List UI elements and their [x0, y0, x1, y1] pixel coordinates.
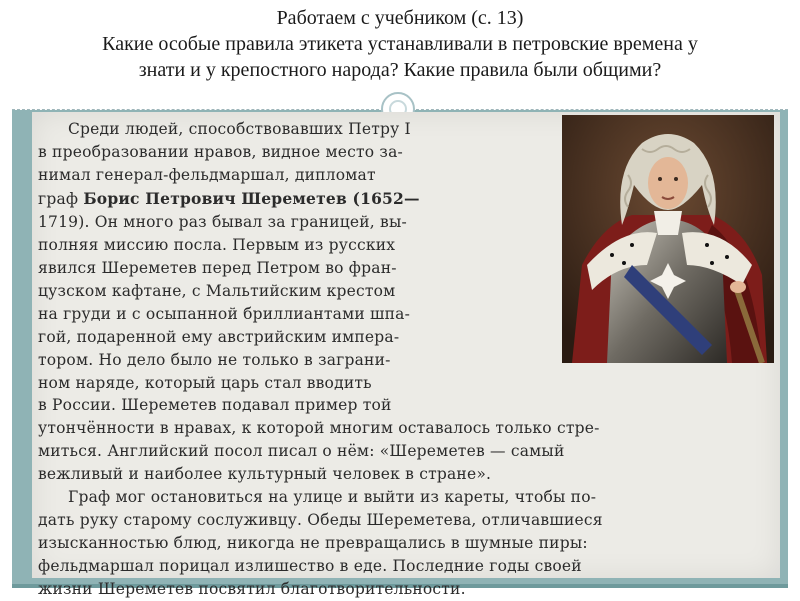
text-line: изысканностью блюд, никогда не превращались в шумные пиры: — [38, 534, 588, 552]
text-line: цузском кафтане, с Мальтийским крестом — [38, 282, 396, 300]
text-line: жизни Шереметев посвятил благотворительности. — [38, 580, 466, 598]
text-line: утончённости в нравах, к которой многим оставалось только стре- — [38, 419, 600, 437]
portrait-illustration — [562, 115, 774, 363]
bold-name: Борис Петрович Шереметев (1652— — [83, 189, 420, 208]
text-line: явился Шереметев перед Петром во фран- — [38, 259, 397, 277]
text-line: полняя миссию посла. Первым из русских — [38, 236, 396, 254]
text-line: Граф мог остановиться на улице и выйти из кареты, чтобы по- — [68, 488, 597, 506]
paragraph-1 — [38, 118, 526, 395]
text-line: нимал генерал-фельдмаршал, дипломат — [38, 166, 376, 184]
textbook-scan — [32, 112, 780, 598]
text-line: гой, подаренной ему австрийским импера- — [38, 328, 400, 346]
question-line-1: Какие особые правила этикета устанавливали в петровские времена у — [102, 33, 698, 55]
text-line: 1719). Он много раз бывал за границей, вы- — [38, 213, 407, 231]
paragraph-2 — [38, 394, 776, 601]
text-line: ном наряде, который царь стал вводить — [38, 374, 372, 392]
text-line: тором. Но дело было не только в заграни- — [38, 351, 391, 369]
text-line: дать руку старому сослуживцу. Обеды Шереметева, отличавшиеся — [38, 511, 603, 529]
text-line: миться. Английский посол писал о нём: «Шереметев — самый — [38, 442, 565, 460]
text-line: в преобразовании нравов, видное место за- — [38, 143, 403, 161]
text-line: на груди и с осыпанной бриллиантами шпа- — [38, 305, 411, 323]
text-line: Среди людей, способствовавших Петру I — [68, 120, 411, 138]
portrait-image — [562, 115, 774, 363]
text-line: в России. Шереметев подавал пример той — [38, 396, 392, 414]
text-line: фельдмаршал порицал излишество в еде. Последние годы своей — [38, 557, 582, 575]
question-line-2: знати и у крепостного народа? Какие правила были общими? — [138, 59, 662, 81]
text-line: вежливый и наиболее культурный человек в стране». — [38, 465, 492, 483]
slide-title: Работаем с учебником (с. 13) — [276, 7, 524, 29]
text-line: граф Борис Петрович Шереметев (1652— — [38, 189, 420, 208]
